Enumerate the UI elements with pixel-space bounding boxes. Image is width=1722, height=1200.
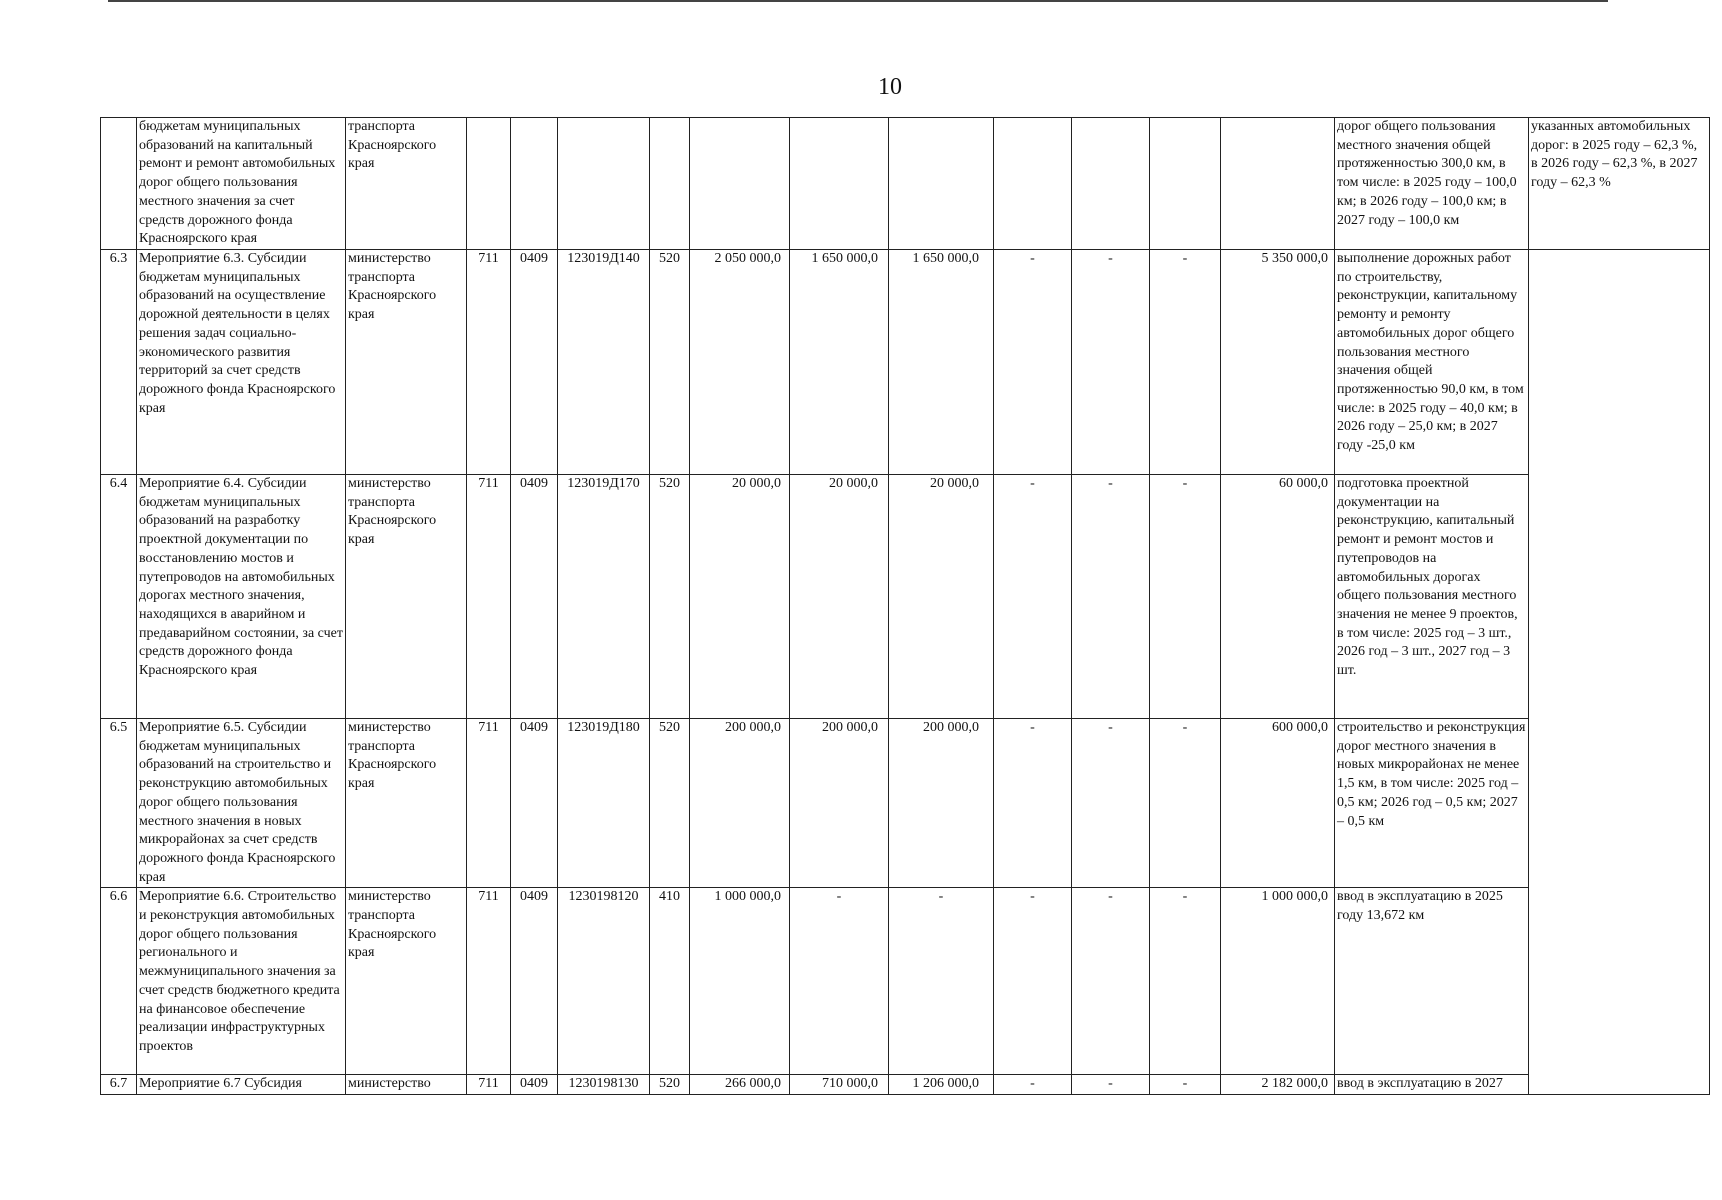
expected-result: ввод в эксплуатацию в 2027: [1335, 1075, 1529, 1095]
grbs-code: 711: [467, 250, 511, 475]
amount-2027: [889, 118, 994, 250]
grbs-code: 711: [467, 1075, 511, 1095]
amount-2026: 1 650 000,0: [790, 250, 889, 475]
amount-2027: 200 000,0: [889, 719, 994, 888]
rzpr-code: 0409: [511, 719, 558, 888]
page-number: 10: [878, 74, 902, 100]
amount-2027: 20 000,0: [889, 475, 994, 719]
amount-extra-3: -: [1150, 250, 1221, 475]
row-number: 6.4: [101, 475, 137, 719]
amount-extra-3: -: [1150, 1075, 1221, 1095]
expected-result: подготовка проектной документации на реконструкцию, капитальный ремонт и ремонт мостов и путепроводов на автомобильных дорогах общего пользования местного значения не менее 9 проектов, в том числе: 2025 год – 3 шт., 2026 год – 3 шт., 2027 год – 3 шт.: [1335, 475, 1529, 719]
amount-extra-3: [1150, 118, 1221, 250]
amount-2025: 2 050 000,0: [690, 250, 790, 475]
amount-extra-1: -: [994, 475, 1072, 719]
rzpr-code: [511, 118, 558, 250]
amount-2027: -: [889, 888, 994, 1075]
row-number: 6.6: [101, 888, 137, 1075]
csr-code: 1230198130: [558, 1075, 650, 1095]
vr-code: 520: [650, 1075, 690, 1095]
amount-2025: 266 000,0: [690, 1075, 790, 1095]
expected-result: дорог общего пользования местного значения общей протяженностью 300,0 км, в том числе: в 2025 году – 100,0 км; в 2026 году – 100,0 км; в 2027 году – 100,0 км: [1335, 118, 1529, 250]
rzpr-code: 0409: [511, 1075, 558, 1095]
measure-name: Мероприятие 6.4. Субсидии бюджетам муниципальных образований на разработку проектной документации по восстановлению мостов и путепроводов на автомобильных дорогах местного значения, находящихся в аварийном и предаварийном состоянии, за счет средств дорожного фонда Красноярского края: [137, 475, 346, 719]
indicator: указанных автомобильных дорог: в 2025 году – 62,3 %, в 2026 году – 62,3 %, в 2027 году – 62,3 %: [1529, 118, 1710, 250]
rzpr-code: 0409: [511, 250, 558, 475]
amount-2026: 710 000,0: [790, 1075, 889, 1095]
amount-2025: [690, 118, 790, 250]
amount-2027: 1 206 000,0: [889, 1075, 994, 1095]
vr-code: 520: [650, 250, 690, 475]
executor: транспорта Красноярского края: [346, 118, 467, 250]
measure-name: Мероприятие 6.6. Строительство и реконструкция автомобильных дорог общего пользования регионального и межмуниципального значения за счет средств бюджетного кредита на финансовое обеспечение реализации инфраструктурных проектов: [137, 888, 346, 1075]
top-rule: [108, 0, 1608, 2]
table-row: [101, 118, 1710, 250]
csr-code: [558, 118, 650, 250]
csr-code: 123019Д170: [558, 475, 650, 719]
amount-extra-3: -: [1150, 719, 1221, 888]
amount-extra-1: -: [994, 888, 1072, 1075]
amount-2026: 200 000,0: [790, 719, 889, 888]
amount-2025: 1 000 000,0: [690, 888, 790, 1075]
grbs-code: 711: [467, 719, 511, 888]
csr-code: 123019Д180: [558, 719, 650, 888]
vr-code: 410: [650, 888, 690, 1075]
amount-2027: 1 650 000,0: [889, 250, 994, 475]
amount-total: 60 000,0: [1221, 475, 1335, 719]
amount-extra-1: -: [994, 250, 1072, 475]
grbs-code: [467, 118, 511, 250]
row-number: 6.3: [101, 250, 137, 475]
executor: министерство транспорта Красноярского края: [346, 475, 467, 719]
executor: министерство транспорта Красноярского края: [346, 888, 467, 1075]
table-row: [101, 1075, 1710, 1095]
amount-extra-2: -: [1072, 1075, 1150, 1095]
row-number: [101, 118, 137, 250]
amount-extra-2: [1072, 118, 1150, 250]
row-number: 6.5: [101, 719, 137, 888]
amount-extra-2: -: [1072, 475, 1150, 719]
table-row: [101, 250, 1710, 475]
csr-code: 123019Д140: [558, 250, 650, 475]
grbs-code: 711: [467, 475, 511, 719]
amount-2025: 20 000,0: [690, 475, 790, 719]
amount-2026: 20 000,0: [790, 475, 889, 719]
amount-extra-1: -: [994, 719, 1072, 888]
table-row: [101, 719, 1710, 888]
expected-result: выполнение дорожных работ по строительству, реконструкции, капитальному ремонту и ремонту автомобильных дорог общего пользования местного значения общей протяженностью 90,0 км, в том числе: в 2025 году – 40,0 км; в 2026 году – 25,0 км; в 2027 году -25,0 км: [1335, 250, 1529, 475]
amount-total: [1221, 118, 1335, 250]
rzpr-code: 0409: [511, 475, 558, 719]
row-number: 6.7: [101, 1075, 137, 1095]
table-row: [101, 475, 1710, 719]
amount-total: 5 350 000,0: [1221, 250, 1335, 475]
amount-2026: [790, 118, 889, 250]
executor: министерство транспорта Красноярского края: [346, 250, 467, 475]
measure-name: бюджетам муниципальных образований на капитальный ремонт и ремонт автомобильных дорог общего пользования местного значения за счет средств дорожного фонда Красноярского края: [137, 118, 346, 250]
amount-extra-2: -: [1072, 719, 1150, 888]
measure-name: Мероприятие 6.5. Субсидии бюджетам муниципальных образований на строительство и реконструкцию автомобильных дорог общего пользования местного значения в новых микрорайонах за счет средств дорожного фонда Красноярского края: [137, 719, 346, 888]
vr-code: 520: [650, 719, 690, 888]
amount-total: 2 182 000,0: [1221, 1075, 1335, 1095]
executor: министерство: [346, 1075, 467, 1095]
amount-2025: 200 000,0: [690, 719, 790, 888]
vr-code: 520: [650, 475, 690, 719]
amount-total: 1 000 000,0: [1221, 888, 1335, 1075]
budget-table: [100, 117, 1710, 1095]
rzpr-code: 0409: [511, 888, 558, 1075]
executor: министерство транспорта Красноярского края: [346, 719, 467, 888]
amount-extra-1: [994, 118, 1072, 250]
amount-total: 600 000,0: [1221, 719, 1335, 888]
amount-extra-1: -: [994, 1075, 1072, 1095]
amount-extra-2: -: [1072, 888, 1150, 1075]
amount-extra-3: -: [1150, 475, 1221, 719]
table-row: [101, 888, 1710, 1075]
expected-result: строительство и реконструкция дорог местного значения в новых микрорайонах не менее 1,5 км, в том числе: 2025 год – 0,5 км; 2026 год – 0,5 км; 2027 – 0,5 км: [1335, 719, 1529, 888]
vr-code: [650, 118, 690, 250]
measure-name: Мероприятие 6.3. Субсидии бюджетам муниципальных образований на осуществление дорожной деятельности в целях решения задач социально-экономического развития территорий за счет средств дорожного фонда Красноярского края: [137, 250, 346, 475]
amount-extra-2: -: [1072, 250, 1150, 475]
grbs-code: 711: [467, 888, 511, 1075]
csr-code: 1230198120: [558, 888, 650, 1075]
amount-2026: -: [790, 888, 889, 1075]
measure-name: Мероприятие 6.7 Субсидия: [137, 1075, 346, 1095]
amount-extra-3: -: [1150, 888, 1221, 1075]
indicator-merged: [1529, 250, 1710, 1095]
expected-result: ввод в эксплуатацию в 2025 году 13,672 км: [1335, 888, 1529, 1075]
